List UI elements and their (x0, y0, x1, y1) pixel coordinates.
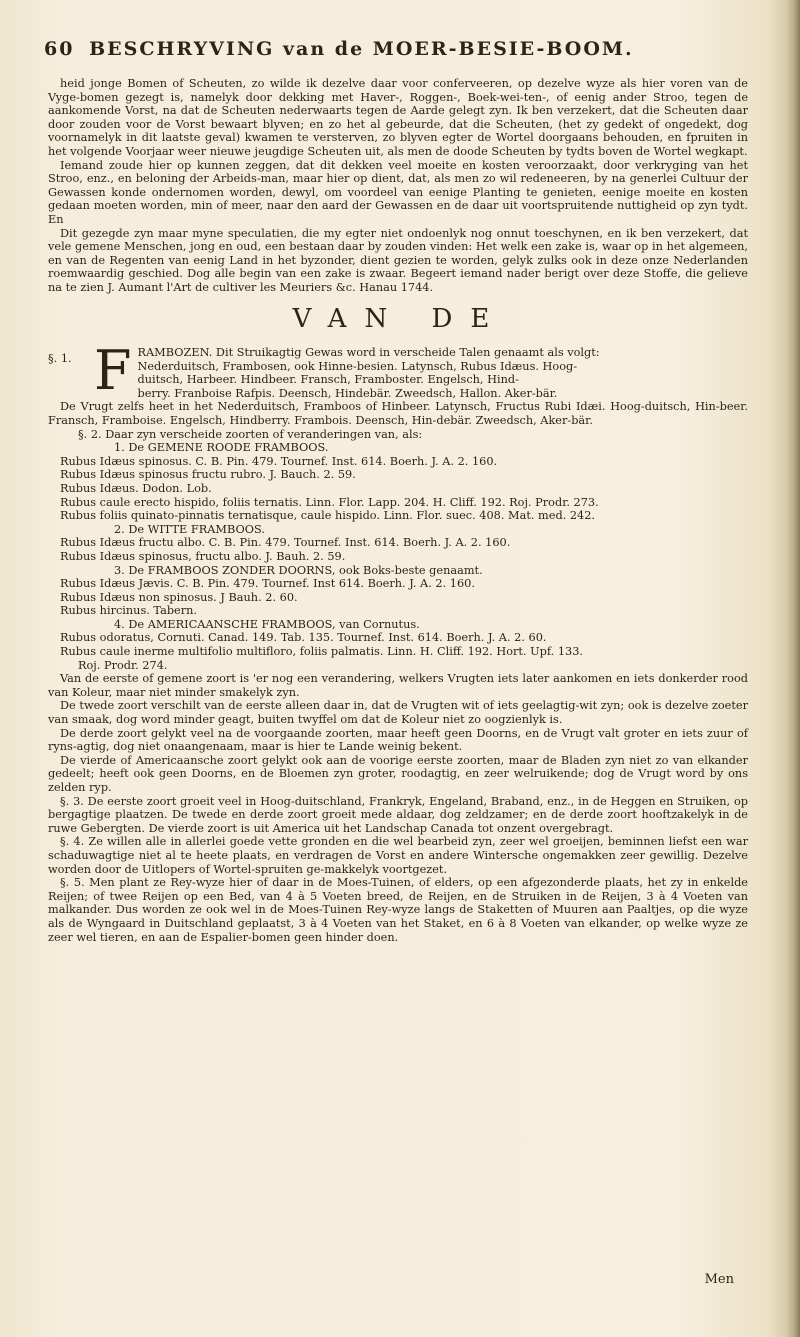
section-paragraph: Rubus caule erecto hispido, foliis ternatis. Linn. Flor. Lapp. 204. H. Cliff. 192. Roj. Prodr. 273. (60, 495, 599, 509)
section-paragraph: Rubus caule inerme multifolio multifloro, foliis palmatis. Linn. H. Cliff. 192. Hort. Upf. 133. (60, 645, 584, 659)
section-paragraph: 1. De GEMENE ROODE FRAMBOOS. (114, 441, 329, 455)
section-paragraph: Rubus Idæus non spinosus. J Bauh. 2. 60. (60, 590, 298, 604)
catchword: Men (704, 1272, 734, 1287)
section-paragraph: §. 4. Ze willen alle in allerlei goede vette gronden en die wel bearbeid zyn, zeer wel groeijen, beminnen liefst een war schaduwagtige niet al te heete plaats, en verdragen de Vorst en andere Wintersche ongemakken zeer gewillig. Dezelve worden door de Uitlopers of Wortel-spruiten ge-makkelyk voortgezet. (48, 835, 748, 876)
section-paragraph: Rubus Idæus Jævis. C. B. Pin. 479. Tournef. Inst 614. Boerh. J. A. 2. 160. (60, 577, 475, 591)
section-paragraph: 2. De WITTE FRAMBOOS. (114, 522, 265, 536)
section-paragraphs (48, 400, 748, 944)
section-paragraph: De derde zoort gelykt veel na de voorgaande zoorten, maar heeft geen Doorns, en de Vrugt valt groter en iets zuur of ryns-agtig, dog niet onaangenaam, maar is hier te Lande weinig bekent. (48, 726, 748, 754)
running-title: BESCHRYVING van de MOER-BESIE-BOOM. (89, 38, 634, 60)
section-paragraph: De vierde of Americaansche zoort gelykt ook aan de voorige eerste zoorten, maar de Bladen zyn niet zo van elkander gedeelt; heeft ook geen Doorns, en de Bloemen zyn groter, roodagtig, en zeer welruikende; dog de Vrugt word by ons zelden ryp. (48, 753, 748, 794)
section-paragraph: Van de eerste of gemene zoort is 'er nog een verandering, welkers Vrugten iets later aankomen en iets donkerder rood van Koleur, maar niet minder smakelyk zyn. (48, 672, 748, 699)
section-paragraph: Rubus Idæus. Dodon. Lob. (60, 481, 212, 495)
intro-text (48, 77, 748, 295)
section-title: VAN DE (292, 304, 508, 334)
section-paragraph: §. 3. De eerste zoort groeit veel in Hoog-duitschland, Frankryk, Engeland, Braband, enz., in de Heggen en Struiken, op bergagtige plaatzen. De twede en derde zoort groeit mede aldaar, dog zeldzamer; en de derde zoort hooftzakelyk in de ruwe Gebergten. De vierde zoort is uit America uit het Landschap Canada tot onzent overgebragt. (48, 794, 748, 835)
section-paragraph: Rubus odoratus, Cornuti. Canad. 149. Tab. 135. Tournef. Inst. 614. Boerh. J. A. 2. 60. (60, 631, 547, 645)
section-paragraph: Rubus Idæus spinosus fructu rubro. J. Bauch. 2. 59. (60, 468, 356, 482)
opening-line: duitsch, Harbeer. Hindbeer. Fransch, Framboster. Engelsch, Hind- (137, 373, 519, 387)
opening-line: Nederduitsch, Frambosen, ook Hinne-besien. Latynsch, Rubus Idæus. Hoog- (137, 359, 578, 373)
section-paragraph: §. 5. Men plant ze Rey-wyze hier of daar in de Moes-Tuinen, of elders, op een afgezonderde plaats, het zy in enkelde Reijen; of twee Reijen op een Bed, van 4 à 5 Voeten breed, de Reijen, en de Struiken in de Reijen, 3 à 4 Voeten van malkander. Dus worden ze ook wel in de Moes-Tuinen Rey-wyze langs de Staketten of Muuren aan Paaltjes, op die wyze als de Wyngaard in Duitschland geplaatst, 3 à 4 Voeten van het Staket, en 6 à 8 Voeten van elkander, op welke wyze ze zeer wel tieren, en aan de Espalier-bomen geen hinder doen. (48, 876, 748, 944)
drop-capital: F (94, 339, 132, 402)
paragraph: Iemand zoude hier op kunnen zeggen, dat dit dekken veel moeite en kosten veroorzaakt, door verkryging van het Stroo, enz., en beloning der Arbeids-man, maar hier op dient, dat, als men zo wil redeneeren, by na generlei Cultuur der Gewassen konde ondernomen worden, dewyl, om voordeel van eenige Planting te genieten, eenige moeite en kosten gedaan moeten worden, min of meer, naar den aard der Gewassen en de daar uit voortspruitende nuttigheid op zyn tydt. En (48, 158, 748, 226)
section-paragraph: Rubus hircinus. Tabern. (60, 604, 198, 618)
running-header (44, 38, 744, 60)
section-paragraph: Rubus Idæus spinosus, fructu albo. J. Bauh. 2. 59. (60, 549, 346, 563)
page-number: 60 (44, 38, 75, 60)
section-paragraph: Rubus Idæus fructu albo. C. B. Pin. 479. Tournef. Inst. 614. Boerh. J. A. 2. 160. (60, 536, 511, 550)
section-paragraph: 4. De AMERICAANSCHE FRAMBOOS, van Cornutus. (114, 617, 420, 631)
opening-line: berry. Franboise Rafpis. Deensch, Hindebär. Zweedsch, Hallon. Aker-bär. (137, 386, 558, 400)
section-paragraph: De Vrugt zelfs heet in het Nederduitsch, Framboos of Hinbeer. Latynsch, Fructus Rubi Idæi. Hoog-duitsch, Hin-beer. Fransch, Framboise. Engelsch, Hindberry. Frambois. Deensch, Hin-debär. Zweedsch, Aker-bär. (48, 400, 748, 427)
page-edge-shadow (786, 0, 800, 1337)
section-paragraph: 3. De FRAMBOOS ZONDER DOORNS, ook Boks-beste genaamt. (114, 563, 483, 577)
section-body (48, 339, 748, 944)
section-paragraph: Rubus foliis quinato-pinnatis ternatisque, caule hispido. Linn. Flor. suec. 408. Mat. med. 242. (60, 509, 596, 523)
opening-line: RAMBOZEN. Dit Struikagtig Gewas word in verscheide Talen genaamt als volgt: (137, 346, 600, 359)
section-number: §. 1. (48, 352, 72, 365)
section-paragraph: Rubus Idæus spinosus. C. B. Pin. 479. Tournef. Inst. 614. Boerh. J. A. 2. 160. (60, 454, 498, 468)
section-paragraph: §. 2. Daar zyn verscheide zoorten of veranderingen van, als: (78, 427, 423, 441)
paragraph: Dit gezegde zyn maar myne speculatien, die my egter niet ondoenlyk nog onnut toeschynen, en ik ben verzekert, dat vele gemene Menschen, jong en oud, een bestaan daar by zouden vinden: Het welk een zake is, waar op in het algemeen, en van de Regenten van eenig Land in het byzonder, dient gezien te worden, gelyk zulks ook in deze onze Nederlanden roemwaardig geschied. Dog alle begin van een zake is zwaar. Begeert iemand nader berigt over deze Stoffe, die gelieve na te zien J. Aumant l'Art de cultiver les Meuriers &c. Hanau 1744. (48, 226, 748, 294)
paragraph: heid jonge Bomen of Scheuten, zo wilde ik dezelve daar voor conferveeren, op dezelve wyze als hier voren van de Vyge-bomen gezegt is, namelyk door dekking met Haver-, Roggen-, Boek-wei-ten-, of eenig ander Stroo, tegen de aankomende Vorst, na dat de Scheuten nederwaarts tegen de Aarde gelegt zyn. Ik ben verzekert, dat die Scheuten daar door zouden voor de Vorst bewaart blyven; en zo het al gebeurde, dat die Scheuten, (het zy gedekt of ongedekt, dog voornamelyk in dit laatste geval) kwamen te versterven, zo blyven egter de Wortel doorgaans behouden, en fpruiten in het volgende Voorjaar weer nieuwe jeugdige Scheuten uit, als men de doode Scheuten by tydts boven de Wortel wegkapt. (48, 77, 748, 158)
section-opening (48, 339, 748, 402)
section-paragraph: Roj. Prodr. 274. (78, 658, 168, 672)
section-paragraph: De twede zoort verschilt van de eerste alleen daar in, dat de Vrugten wit of iets geelagtig-wit zyn; ook is dezelve zoeter van smaak, dog word minder geagt, buiten twyffel om dat de Koleur niet zo oogzienlyk is. (48, 699, 748, 727)
